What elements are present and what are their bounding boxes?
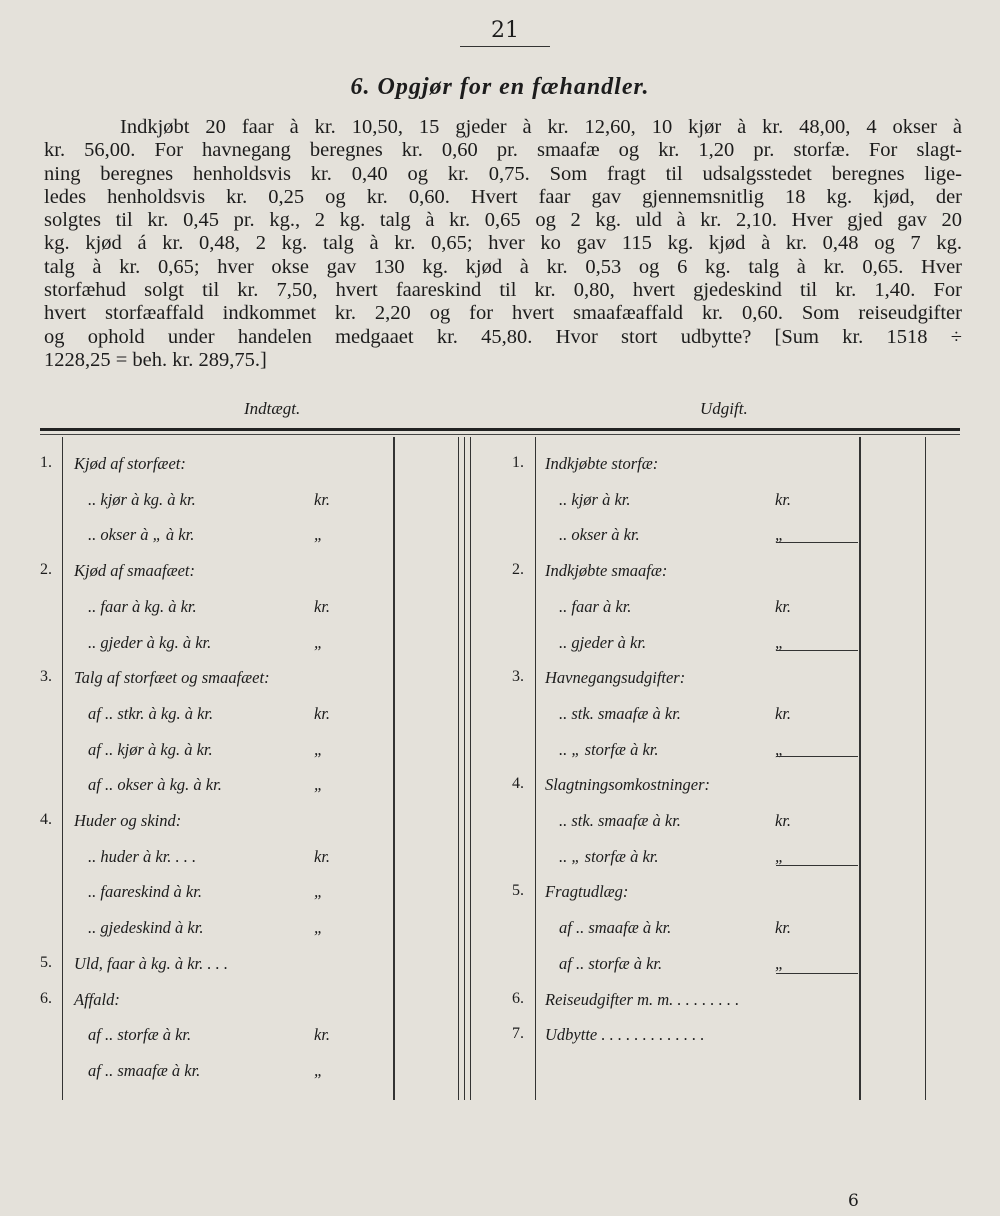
income-row-unit: „ (314, 739, 324, 759)
income-row-label: Talg af storfæet og smaafæet: (74, 668, 270, 688)
expense-row-label: .. gjeder à kr. (559, 632, 647, 652)
expense-row-label: .. kjør à kr. (559, 489, 631, 509)
expense-row-label: Indkjøbte smaafæ: (545, 561, 668, 581)
expense-row-label: .. stk. smaafæ à kr. (559, 703, 681, 723)
expense-row-label: Udbytte . . . . . . . . . . . . . (545, 1025, 705, 1045)
subtotal-line (776, 756, 858, 757)
table-top-rule (40, 428, 960, 431)
expense-row-unit: „ (775, 846, 785, 866)
problem-line: kr. 56,00. For havnegang beregnes kr. 0,60 pr. smaafæ og kr. 1,20 pr. storfæ. For slagt- (44, 139, 962, 162)
expense-row-label: Fragtudlæg: (545, 882, 629, 902)
expense-item-number: 3. (512, 668, 524, 686)
expense-row-unit: „ (775, 739, 785, 759)
income-row-unit: „ (314, 882, 324, 902)
problem-line: kg. kjød á kr. 0,48, 2 kg. talg à kr. 0,65; hver ko gav 115 kg. kjød à kr. 0,48 og 7 kg. (44, 232, 962, 255)
problem-line: ning beregnes henholdsvis kr. 0,40 og kr. 0,75. Som fragt til udsalgsstedet beregnes lige- (44, 162, 962, 185)
page-number: 21 (460, 18, 550, 47)
subtotal-line (776, 542, 858, 543)
expense-header: Udgift. (700, 399, 748, 418)
expense-row-unit: kr. (775, 489, 792, 509)
column-rule (464, 437, 465, 1100)
problem-line: Indkjøbt 20 faar à kr. 10,50, 15 gjeder à kr. 12,60, 10 kjør à kr. 48,00, 4 okser à (120, 116, 962, 138)
income-row-unit: kr. (314, 846, 331, 866)
expense-row-unit: kr. (775, 918, 792, 938)
expense-row-unit: kr. (775, 703, 792, 723)
column-rule (535, 437, 536, 1100)
expense-row-label: Slagtningsomkostninger: (545, 775, 710, 795)
table-sub-rule (40, 434, 960, 435)
expense-row-label: af .. smaafæ à kr. (559, 918, 672, 938)
problem-line: storfæhud solgt til kr. 7,50, hvert faareskind til kr. 0,80, hvert gjedeskind til kr. 1,40. For (44, 279, 962, 302)
income-row-label: Kjød af smaafæet: (74, 561, 196, 581)
income-row-label: af .. okser à kg. à kr. (88, 775, 222, 795)
income-row-unit: kr. (314, 1025, 331, 1045)
income-item-number: 1. (40, 454, 52, 471)
income-item-number: 3. (40, 668, 52, 686)
column-rule (62, 437, 63, 1100)
column-rule (859, 437, 861, 1100)
expense-row-label: .. stk. smaafæ à kr. (559, 811, 681, 830)
problem-line: ledes henholdsvis kr. 0,25 og kr. 0,60. Hvert faar gav gjennemsnitlig 18 kg. kjød, der (44, 185, 962, 208)
income-row-label: Affald: (74, 989, 120, 1009)
problem-line: og ophold under handelen medgaaet kr. 45,80. Hvor stort udbytte? [Sum kr. 1518 ÷ (44, 325, 962, 348)
expense-row-label: .. „ storfæ à kr. (559, 846, 659, 866)
expense-item-number: 6. (512, 989, 524, 1007)
expense-item-number: 4. (512, 775, 524, 793)
problem-line: 1228,25 = beh. kr. 289,75.] (44, 348, 267, 371)
income-row-unit: kr. (314, 596, 331, 616)
section-title: 6. Opgjør for en fæhandler. (350, 74, 650, 100)
income-row-label: af .. kjør à kg. à kr. (88, 739, 213, 759)
income-row-unit: „ (314, 525, 324, 545)
income-row-label: af .. storfæ à kr. (88, 1025, 192, 1045)
income-row-unit: „ (314, 775, 324, 795)
column-rule (458, 437, 459, 1100)
income-row-label: .. faar à kg. à kr. (88, 596, 197, 616)
income-row-label: .. faareskind à kr. (88, 882, 202, 902)
income-row-label: .. gjeder à kg. à kr. (88, 632, 212, 652)
income-row-label: .. gjedeskind à kr. (88, 918, 204, 938)
expense-row-unit: „ (775, 525, 785, 545)
income-row-unit: kr. (314, 489, 331, 509)
expense-item-number: 7. (512, 1025, 524, 1043)
expense-row-label: .. „ storfæ à kr. (559, 739, 659, 759)
income-row-unit: „ (314, 918, 324, 938)
income-item-number: 5. (40, 953, 52, 971)
expense-item-number: 2. (512, 561, 524, 579)
corner-mark: 6 (848, 1191, 859, 1211)
income-row-unit: „ (314, 1060, 324, 1080)
expense-item-number: 1. (512, 454, 524, 471)
problem-line: hvert storfæaffald indkommet kr. 2,20 og for hvert smaafæaffald kr. 0,60. Som reiseudgifter (44, 302, 962, 325)
income-item-number: 2. (40, 561, 52, 579)
column-rule (470, 437, 471, 1100)
income-row-label: af .. smaafæ à kr. (88, 1060, 201, 1080)
income-row-unit: kr. (314, 703, 331, 723)
expense-row-unit: „ (775, 632, 785, 652)
income-row-label: .. kjør à kg. à kr. (88, 489, 196, 509)
expense-row-unit: kr. (775, 811, 792, 830)
income-row-label: .. okser à „ à kr. (88, 525, 195, 545)
expense-row-unit: kr. (775, 596, 792, 616)
income-row-label: Uld, faar à kg. à kr. . . . (74, 953, 228, 973)
expense-row-label: Reiseudgifter m. m. . . . . . . . . (545, 989, 740, 1009)
subtotal-line (776, 973, 858, 974)
column-rule (925, 437, 926, 1100)
income-row-label: .. huder à kr. . . . (88, 846, 197, 866)
subtotal-line (776, 865, 858, 866)
income-row-label: Huder og skind: (74, 811, 182, 830)
expense-row-label: .. faar à kr. (559, 596, 632, 616)
expense-row-label: af .. storfæ à kr. (559, 953, 663, 973)
income-row-unit: „ (314, 632, 324, 652)
problem-text (44, 116, 962, 372)
expense-row-label: .. okser à kr. (559, 525, 640, 545)
subtotal-line (776, 650, 858, 651)
expense-row-label: Havnegangsudgifter: (545, 668, 686, 688)
income-row-label: Kjød af storfæet: (74, 454, 186, 473)
income-row-label: af .. stkr. à kg. à kr. (88, 703, 214, 723)
column-rule (393, 437, 395, 1100)
expense-item-number: 5. (512, 882, 524, 900)
problem-line: talg à kr. 0,65; hver okse gav 130 kg. kjød à kr. 0,53 og 6 kg. talg à kr. 0,65. Hver (44, 255, 962, 278)
expense-row-unit: „ (775, 953, 785, 973)
income-item-number: 6. (40, 989, 52, 1007)
problem-line: solgtes til kr. 0,45 pr. kg., 2 kg. talg à kr. 0,65 og 2 kg. uld à kr. 2,10. Hver gjed gav 20 (44, 209, 962, 232)
income-header: Indtægt. (244, 399, 301, 418)
income-item-number: 4. (40, 811, 52, 828)
expense-row-label: Indkjøbte storfæ: (545, 454, 659, 473)
